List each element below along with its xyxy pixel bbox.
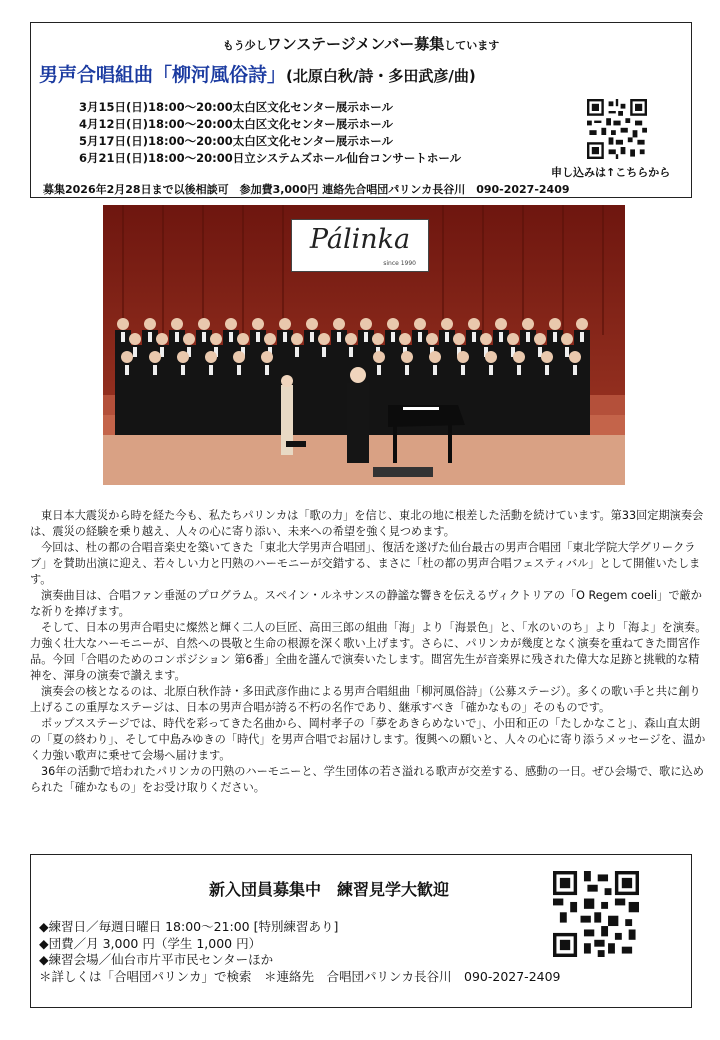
- singer-head: [117, 318, 129, 330]
- headline-suffix: しています: [444, 39, 500, 52]
- singer-head: [495, 318, 507, 330]
- singer-shirt: [121, 332, 125, 342]
- piece-title-main: 男声合唱組曲「柳河風俗詩」: [39, 64, 287, 86]
- singer-head: [549, 318, 561, 330]
- singer-head: [453, 333, 465, 345]
- singer-head: [401, 351, 413, 363]
- singer-head: [468, 318, 480, 330]
- paragraph: 演奏会の核となるのは、北原白秋作詩・多田武彦作曲による男声合唱組曲「柳河風俗詩」（公募ステージ）。多くの歌い手と共に創り上げるこの重厚なステージは、日本の男声合唱が誇る不朽の名作であり、継承すべき「確かなもの」そのものです。: [30, 685, 701, 714]
- singer-shirt: [377, 365, 381, 375]
- singer-head: [541, 351, 553, 363]
- singer-head: [198, 318, 210, 330]
- singer-head: [261, 351, 273, 363]
- singer-head: [183, 333, 195, 345]
- info-line: ◆団費／月 3,000 円（学生 1,000 円）: [39, 935, 262, 951]
- singer-shirt: [181, 365, 185, 375]
- singer-head: [507, 333, 519, 345]
- singer-shirt: [148, 332, 152, 342]
- singer-head: [576, 318, 588, 330]
- singer-head: [171, 318, 183, 330]
- logo-since: since 1990: [383, 260, 416, 267]
- logo-wordmark: Pálinka: [309, 224, 411, 255]
- paragraph: そして、日本の男声合唱史に燦然と輝く二人の巨匠、高田三郎の組曲「海」より「海景色」と、「水のいのち」より「海よ」を演奏。力強く壮大なハーモニーが、自然への畏敬と生命の根源を深く歌い上げます。さらに、パリンカが幾度となく演奏を重ねてきた間宮作品。今回「合唱のためのコンポジション 第6番」全曲を謹んで演奏いたします。間宮先生が音楽界に残された偉大な足跡と挑戦的な精神を、渾身の演奏で讃えます。: [30, 621, 707, 682]
- singer-head: [318, 333, 330, 345]
- singer-shirt: [433, 365, 437, 375]
- singer-shirt: [445, 332, 449, 342]
- singer-shirt: [229, 332, 233, 342]
- singer-head: [233, 351, 245, 363]
- singer-shirt: [322, 347, 326, 357]
- singer-head: [414, 318, 426, 330]
- recruitment-details: 募集2026年2月28日まで以後相談可 参加費3,000円 連絡先合唱団パリンカ長谷川 090-2027-2409: [43, 183, 570, 196]
- singer-head: [480, 333, 492, 345]
- singer-shirt: [237, 365, 241, 375]
- paragraph: 今回は、杜の都の合唱音楽史を築いてきた「東北大学男声合唱団」、復活を遂げた仙台最古の男声合唱団「東北学院大学グリークラブ」を賛助出演に迎え、若々しい力と円熟のハーモニーが交錯する、まさに「杜の都の男声合唱フェスティバル」として開催いたします。: [30, 541, 701, 586]
- singer-shirt: [526, 332, 530, 342]
- singer-shirt: [310, 332, 314, 342]
- piece-title-credits: (北原白秋/詩・多田武彦/曲): [286, 67, 476, 85]
- singer-head: [457, 351, 469, 363]
- singer-shirt: [256, 332, 260, 342]
- singer-head: [129, 333, 141, 345]
- singer-head: [373, 351, 385, 363]
- singer-head: [156, 333, 168, 345]
- singer-head: [360, 318, 372, 330]
- singer-shirt: [283, 332, 287, 342]
- singer-shirt: [349, 347, 353, 357]
- singer-head: [252, 318, 264, 330]
- palinka-logo: [291, 219, 429, 272]
- singer-head: [279, 318, 291, 330]
- singer-head: [237, 333, 249, 345]
- singer-shirt: [472, 332, 476, 342]
- singer-shirt: [265, 365, 269, 375]
- singer-figure: [316, 345, 332, 435]
- recruitment-headline: [31, 33, 691, 54]
- singer-head: [121, 351, 133, 363]
- qr-code-icon[interactable]: [553, 871, 639, 957]
- singer-head: [387, 318, 399, 330]
- schedule-item: 5月17日(日)18:00～20:00太白区文化センター展示ホール: [79, 134, 394, 148]
- singer-shirt: [133, 347, 137, 357]
- headline-prefix: もう少し: [222, 39, 267, 52]
- singer-head: [441, 318, 453, 330]
- singer-shirt: [517, 365, 521, 375]
- singer-shirt: [418, 332, 422, 342]
- singer-shirt: [175, 332, 179, 342]
- singer-head: [205, 351, 217, 363]
- singer-shirt: [573, 365, 577, 375]
- singer-shirt: [209, 365, 213, 375]
- headline-main: ワンステージメンバー募集: [266, 35, 445, 53]
- singer-head: [306, 318, 318, 330]
- singer-head: [513, 351, 525, 363]
- singer-head: [426, 333, 438, 345]
- apply-here-text: 申し込みは↑こちらから: [551, 166, 671, 179]
- singer-head: [225, 318, 237, 330]
- singer-head: [144, 318, 156, 330]
- singer-shirt: [565, 347, 569, 357]
- paragraph: 演奏曲目は、合唱ファン垂涎のプログラム。スペイン・ルネサンスの静謐な響きを伝えるヴィクトリアの「O Regem coeli」で厳かな祈りを捧げます。: [30, 589, 702, 618]
- singer-shirt: [125, 365, 129, 375]
- choir-photo: [103, 205, 625, 485]
- singer-shirt: [405, 365, 409, 375]
- schedule-item: 4月12日(日)18:00～20:00太白区文化センター展示ホール: [79, 117, 394, 131]
- singer-shirt: [202, 332, 206, 342]
- paragraph: ポップスステージでは、時代を彩ってきた名曲から、岡村孝子の「夢をあきらめないで」、小田和正の「たしかなこと」、森山直太朗の「夏の終わり」、そして中島みゆきの「時代」を男声合唱でお届けします。復興への願いと、人々の心に寄り添うメッセージを、温かく力強い歌声に乗せて会場へ届けます。: [30, 717, 706, 762]
- singer-shirt: [337, 332, 341, 342]
- singer-head: [372, 333, 384, 345]
- schedule-item: 3月15日(日)18:00～20:00太白区文化センター展示ホール: [79, 100, 394, 114]
- singer-shirt: [153, 365, 157, 375]
- paragraph: 36年の活動で培われたパリンカの円熟のハーモニーと、学生団体の若さ溢れる歌声が交差する、感動の一日。ぜひ会場で、歌に込められた「確かなもの」をお受け取りください。: [30, 765, 704, 794]
- singer-shirt: [580, 332, 584, 342]
- schedule-item: 6月21日(日)18:00～20:00日立システムズホール仙台コンサートホール: [79, 151, 462, 165]
- singer-shirt: [553, 332, 557, 342]
- singer-head: [264, 333, 276, 345]
- concert-description: [30, 508, 710, 796]
- singer-shirt: [489, 365, 493, 375]
- info-line: ◆練習日／毎週日曜日 18:00～21:00 [特別練習あり]: [39, 919, 339, 934]
- singer-shirt: [364, 332, 368, 342]
- singer-head: [485, 351, 497, 363]
- singer-head: [210, 333, 222, 345]
- singer-head: [399, 333, 411, 345]
- singer-head: [291, 333, 303, 345]
- info-line: ◆練習会場／仙台市片平市民センターほか: [39, 952, 274, 967]
- singer-head: [569, 351, 581, 363]
- singer-shirt: [461, 365, 465, 375]
- singer-head: [177, 351, 189, 363]
- singer-shirt: [545, 365, 549, 375]
- new-member-box: [30, 854, 692, 1008]
- singer-head: [522, 318, 534, 330]
- singer-head: [561, 333, 573, 345]
- piece-title: [39, 60, 476, 87]
- new-member-title: 新入団員募集中 練習見学大歓迎: [209, 880, 450, 899]
- singer-shirt: [391, 332, 395, 342]
- recruitment-box: [30, 22, 692, 198]
- singer-head: [345, 333, 357, 345]
- singer-shirt: [295, 347, 299, 357]
- new-member-info: [39, 919, 561, 985]
- singer-head: [333, 318, 345, 330]
- rehearsal-schedule: [79, 99, 461, 167]
- singer-head: [149, 351, 161, 363]
- singer-head: [429, 351, 441, 363]
- info-line: ＊詳しくは「合唱団パリンカ」で検索 ＊連絡先 合唱団パリンカ長谷川 090-2027-2409: [39, 968, 561, 984]
- singer-head: [534, 333, 546, 345]
- qr-code-icon[interactable]: [587, 99, 647, 159]
- singer-shirt: [499, 332, 503, 342]
- paragraph: 東日本大震災から時を経た今も、私たちパリンカは「歌の力」を信じ、東北の地に根差した活動を続けています。第33回定期演奏会は、震災の経験を乗り越え、人々の心に寄り添い、未来への希望を強く見つめます。: [30, 509, 704, 538]
